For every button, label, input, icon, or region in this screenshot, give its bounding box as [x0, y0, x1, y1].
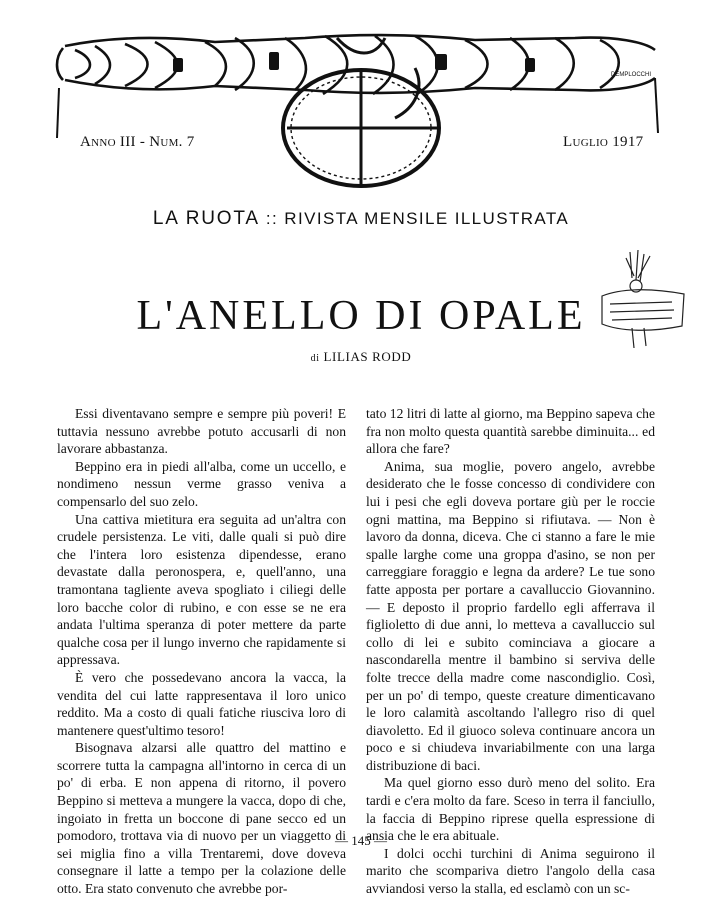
paragraph: Anima, sua moglie, povero angelo, avrebbe desiderato che le fosse concesso di condividere con lui i pesi che egli doveva portare giù per le roccie ogni mattina, ma Beppino si rifiutava. — Non è lavoro da donna, diceva. Che ci stanno a fare le mie spalle larghe come una groppa d'asino, se non per carreggiare foraggio e legna da ardere? Le tue sono fatte apposta per portare a cavalluccio Giovannino. — E deposto il proprio fardello egli afferrava il figlioletto di due anni, lo metteva a cavalluccio sul collo di lei e subito cominciava a giocare a nascondarella mentre il bambino si serviva delle folte trecce della madre come nascondiglio. Così, per un po' di tempo, queste creature dimenticavano le loro calamità ascoltando l'allegro riso di quel diavoletto. Ed il giuoco soleva continuare ancora un poco e si chiudeva invariabilmente con una larga distribuzione di baci.	[366, 458, 655, 773]
masthead-tagline: RIVISTA MENSILE ILLUSTRATA	[284, 209, 570, 228]
author-prefix: di	[310, 353, 320, 364]
paragraph: Essi diventavano sempre e sempre più poveri! E tuttavia nessuno avrebbe potuto accusarli di non lavorare abbastanza.	[57, 406, 346, 457]
issue-number: Anno III - Num. 7	[80, 134, 195, 150]
paragraph: Beppino era in piedi all'alba, come un uccello, e nondimeno nessun verme grasso veniva a compensarlo del suo zelo.	[57, 458, 346, 509]
paragraph: È vero che possedevano ancora la vacca, la vendita del cui latte rappresentava il loro unico reddito. Ma a costo di quali fatiche riusciva loro di mantenere quest'ultimo tesoro!	[57, 669, 346, 738]
article-title: L'ANELLO DI OPALE	[136, 293, 586, 339]
artist-signature: DEMPLOCCHI	[611, 72, 652, 78]
knotwork-banner-illustration	[55, 28, 660, 203]
text-column-left	[57, 405, 346, 898]
page-number: — 145 —	[335, 833, 387, 848]
masthead	[0, 208, 722, 230]
byline	[0, 349, 722, 365]
author-name: LILIAS RODD	[323, 349, 412, 364]
masthead-separator: ::	[259, 209, 285, 228]
paragraph: Una cattiva mietitura era seguita ad un'altra con crudele persistenza. Le viti, dalle quali si può dire che l'intera loro esistenza dipendesse, erano devastate dalla peronospera, e, quell'anno, una tramontana tagliente aveva spogliato i ciliegi delle loro bacche color di rubino, e con esse se ne era andata l'ultima speranza di poter mettere da parte qualche cosa per il lungo inverno che rapidamente si appressava.	[57, 511, 346, 668]
paragraph: Bisognava alzarsi alle quattro del mattino e scorrere tutta la campagna all'intorno in cerca di un po' di erba. E non appena di ritorno, il povero Beppino si metteva a mungere la vacca, dopo di che, ingoiato in fretta un boccone di pane secco ed un pomodoro, trottava via di nuovo per un viaggetto di sei miglia fino a villa Trentaremi, dove doveva consegnare il latte a tempo per la colazione delle otto. Era stato convenuto che avrebbe por-	[57, 740, 346, 897]
masthead-name: LA RUOTA	[152, 208, 260, 229]
paragraph: tato 12 litri di latte al giorno, ma Beppino sapeva che fra non molto questa quantità sarebbe diminuita... ed allora che fare?	[366, 406, 655, 457]
issue-date: Luglio 1917	[563, 134, 644, 150]
paragraph: Ma quel giorno esso durò meno del solito. Era tardi e c'era molto da fare. Sceso in terra il fanciullo, la faccia di Beppino riprese quella espressione di ansia che le era abituale.	[366, 775, 655, 844]
paragraph: I dolci occhi turchini di Anima seguirono il marito che scompariva dietro l'angolo della casa avviandosi verso la stalla, ed esclamò con un sc-	[366, 845, 655, 897]
text-column-right	[366, 405, 655, 898]
